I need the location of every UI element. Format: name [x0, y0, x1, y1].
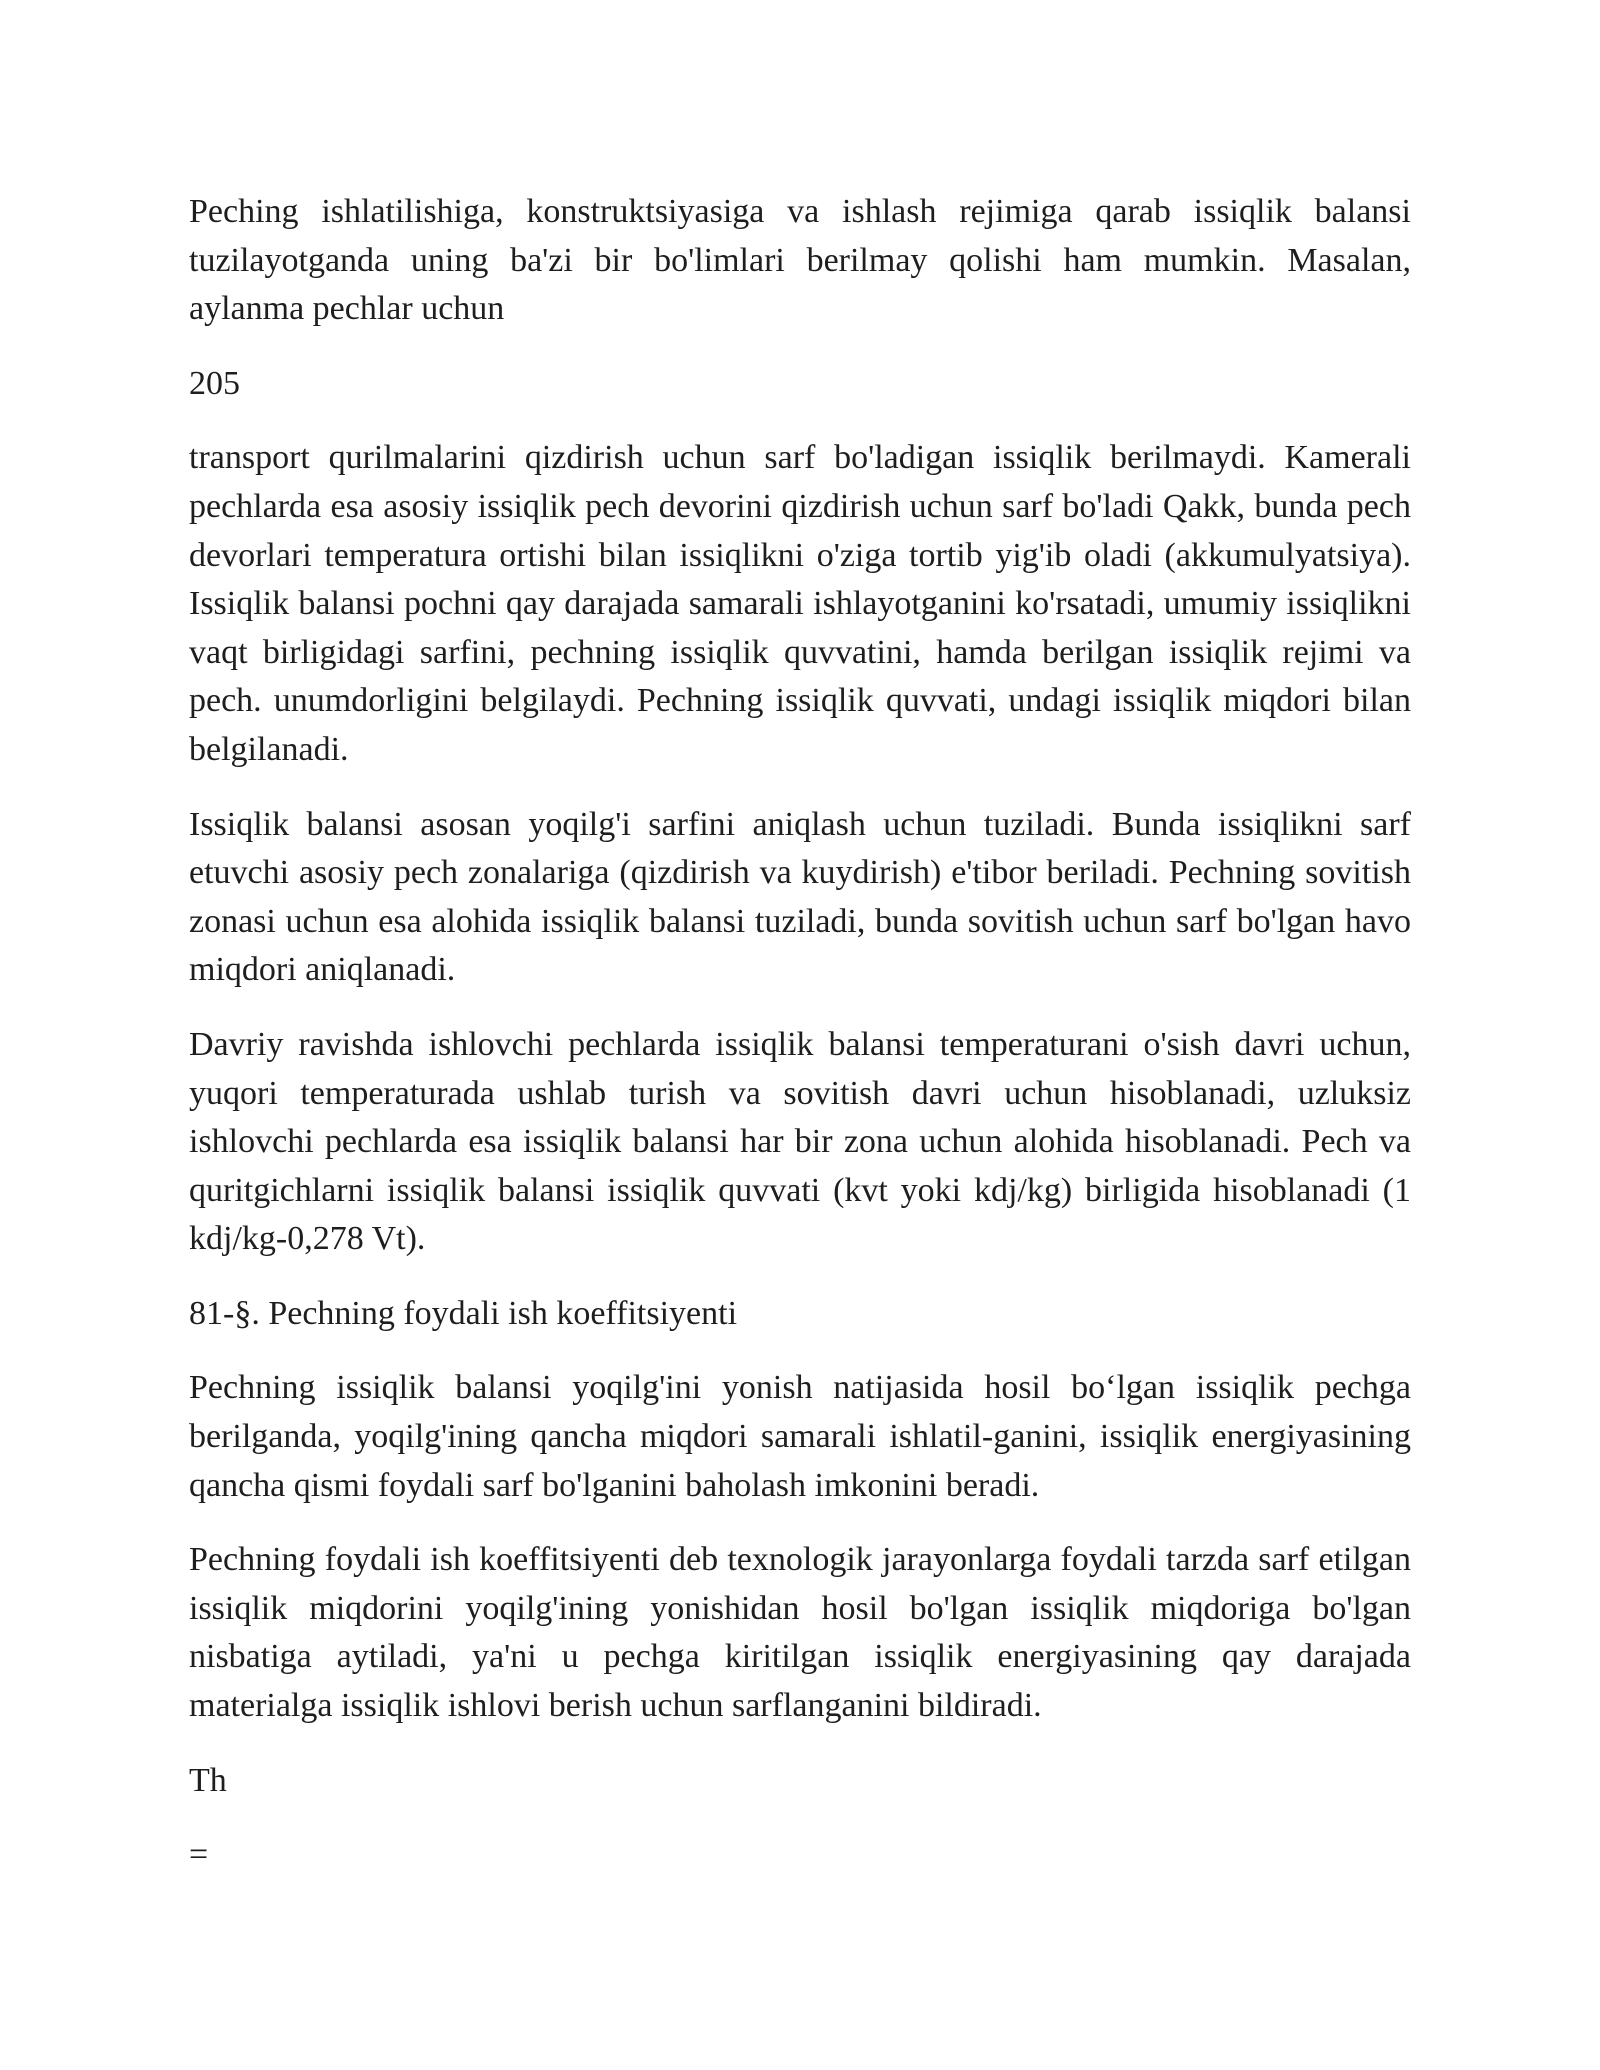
- paragraph-fik-definition: Pechning foydali ish koeffitsiyenti deb texnologik jarayonlarga foydali tarzda sarf etilgan issiqlik miqdorini yoqilg'ining yonishidan hosil bo'lgan issiqlik miqdoriga bo'lgan nisbatiga aytiladi, ya'ni u pechga kiritilgan issiqlik energiyasining qay darajada materialga issiqlik ishlovi berish uchun sarflanganini bildiradi.: [189, 1541, 1411, 1725]
- paragraph-kamerali-pechlar: transport qurilmalarini qizdirish uchun sarf bo'ladigan issiqlik berilmaydi. Kamerali pechlarda esa asosiy issiqlik pech devorini qizdirish uchun sarf bo'ladi Qakk, bunda pech devorlari temperatura ortishi bilan issiqlikni o'ziga tortib yig'ib oladi (akkumulyatsiya). Issiqlik balansi pochni qay darajada samarali ishlayotganini ko'rsatadi, umumiy issiqlikni vaqt birligidagi sarfini, pechning issiqlik quvvatini, hamda berilgan issiqlik rejimi va pech. unumdorligini belgilaydi. Pechning issiqlik quvvati, undagi issiqlik miqdori bilan belgilanadi.: [189, 439, 1411, 768]
- formula-fragment-equals: =: [189, 1836, 209, 1874]
- page-number: 205: [189, 364, 240, 402]
- paragraph-issiqlik-balansi: Pechning issiqlik balansi yoqilg'ini yonish natijasida hosil bo‘lgan issiqlik pechga berilganda, yoqilg'ining qancha miqdori samarali ishlatil-ganini, issiqlik energiyasining qancha qismi foydali sarf bo'lganini baholash imkonini beradi.: [189, 1369, 1411, 1504]
- paragraph-intro: Peching ishlatilishiga, konstruktsiyasiga va ishlash rejimiga qarab issiqlik balansi tuzilayotganda uning ba'zi bir bo'limlari berilmay qolishi ham mumkin. Masalan, aylanma pechlar uchun: [189, 193, 1411, 328]
- formula-fragment-th: Th: [189, 1761, 227, 1799]
- document-page: [189, 188, 1411, 1906]
- section-heading: 81-§. Pechning foydali ish koeffitsiyenti: [189, 1294, 738, 1332]
- paragraph-davriy-pechlar: Davriy ravishda ishlovchi pechlarda issiqlik balansi temperaturani o'sish davri uchun, yuqori temperaturada ushlab turish va sovitish davri uchun hisoblanadi, uzluksiz ishlovchi pechlarda esa issiqlik balansi har bir zona uchun alohida hisoblanadi. Pech va quritgichlarni issiqlik balansi issiqlik quvvati (kvt yoki kdj/kg) birligida hisoblanadi (1 kdj/kg-0,278 Vt).: [189, 1025, 1411, 1258]
- paragraph-yoqilgi-sarfi: Issiqlik balansi asosan yoqilg'i sarfini aniqlash uchun tuziladi. Bunda issiqlikni sarf etuvchi asosiy pech zonalariga (qizdirish va kuydirish) e'tibor beriladi. Pechning sovitish zonasi uchun esa alohida issiqlik balansi tuziladi, bunda sovitish uchun sarf bo'lgan havo miqdori aniqlanadi.: [189, 805, 1411, 989]
